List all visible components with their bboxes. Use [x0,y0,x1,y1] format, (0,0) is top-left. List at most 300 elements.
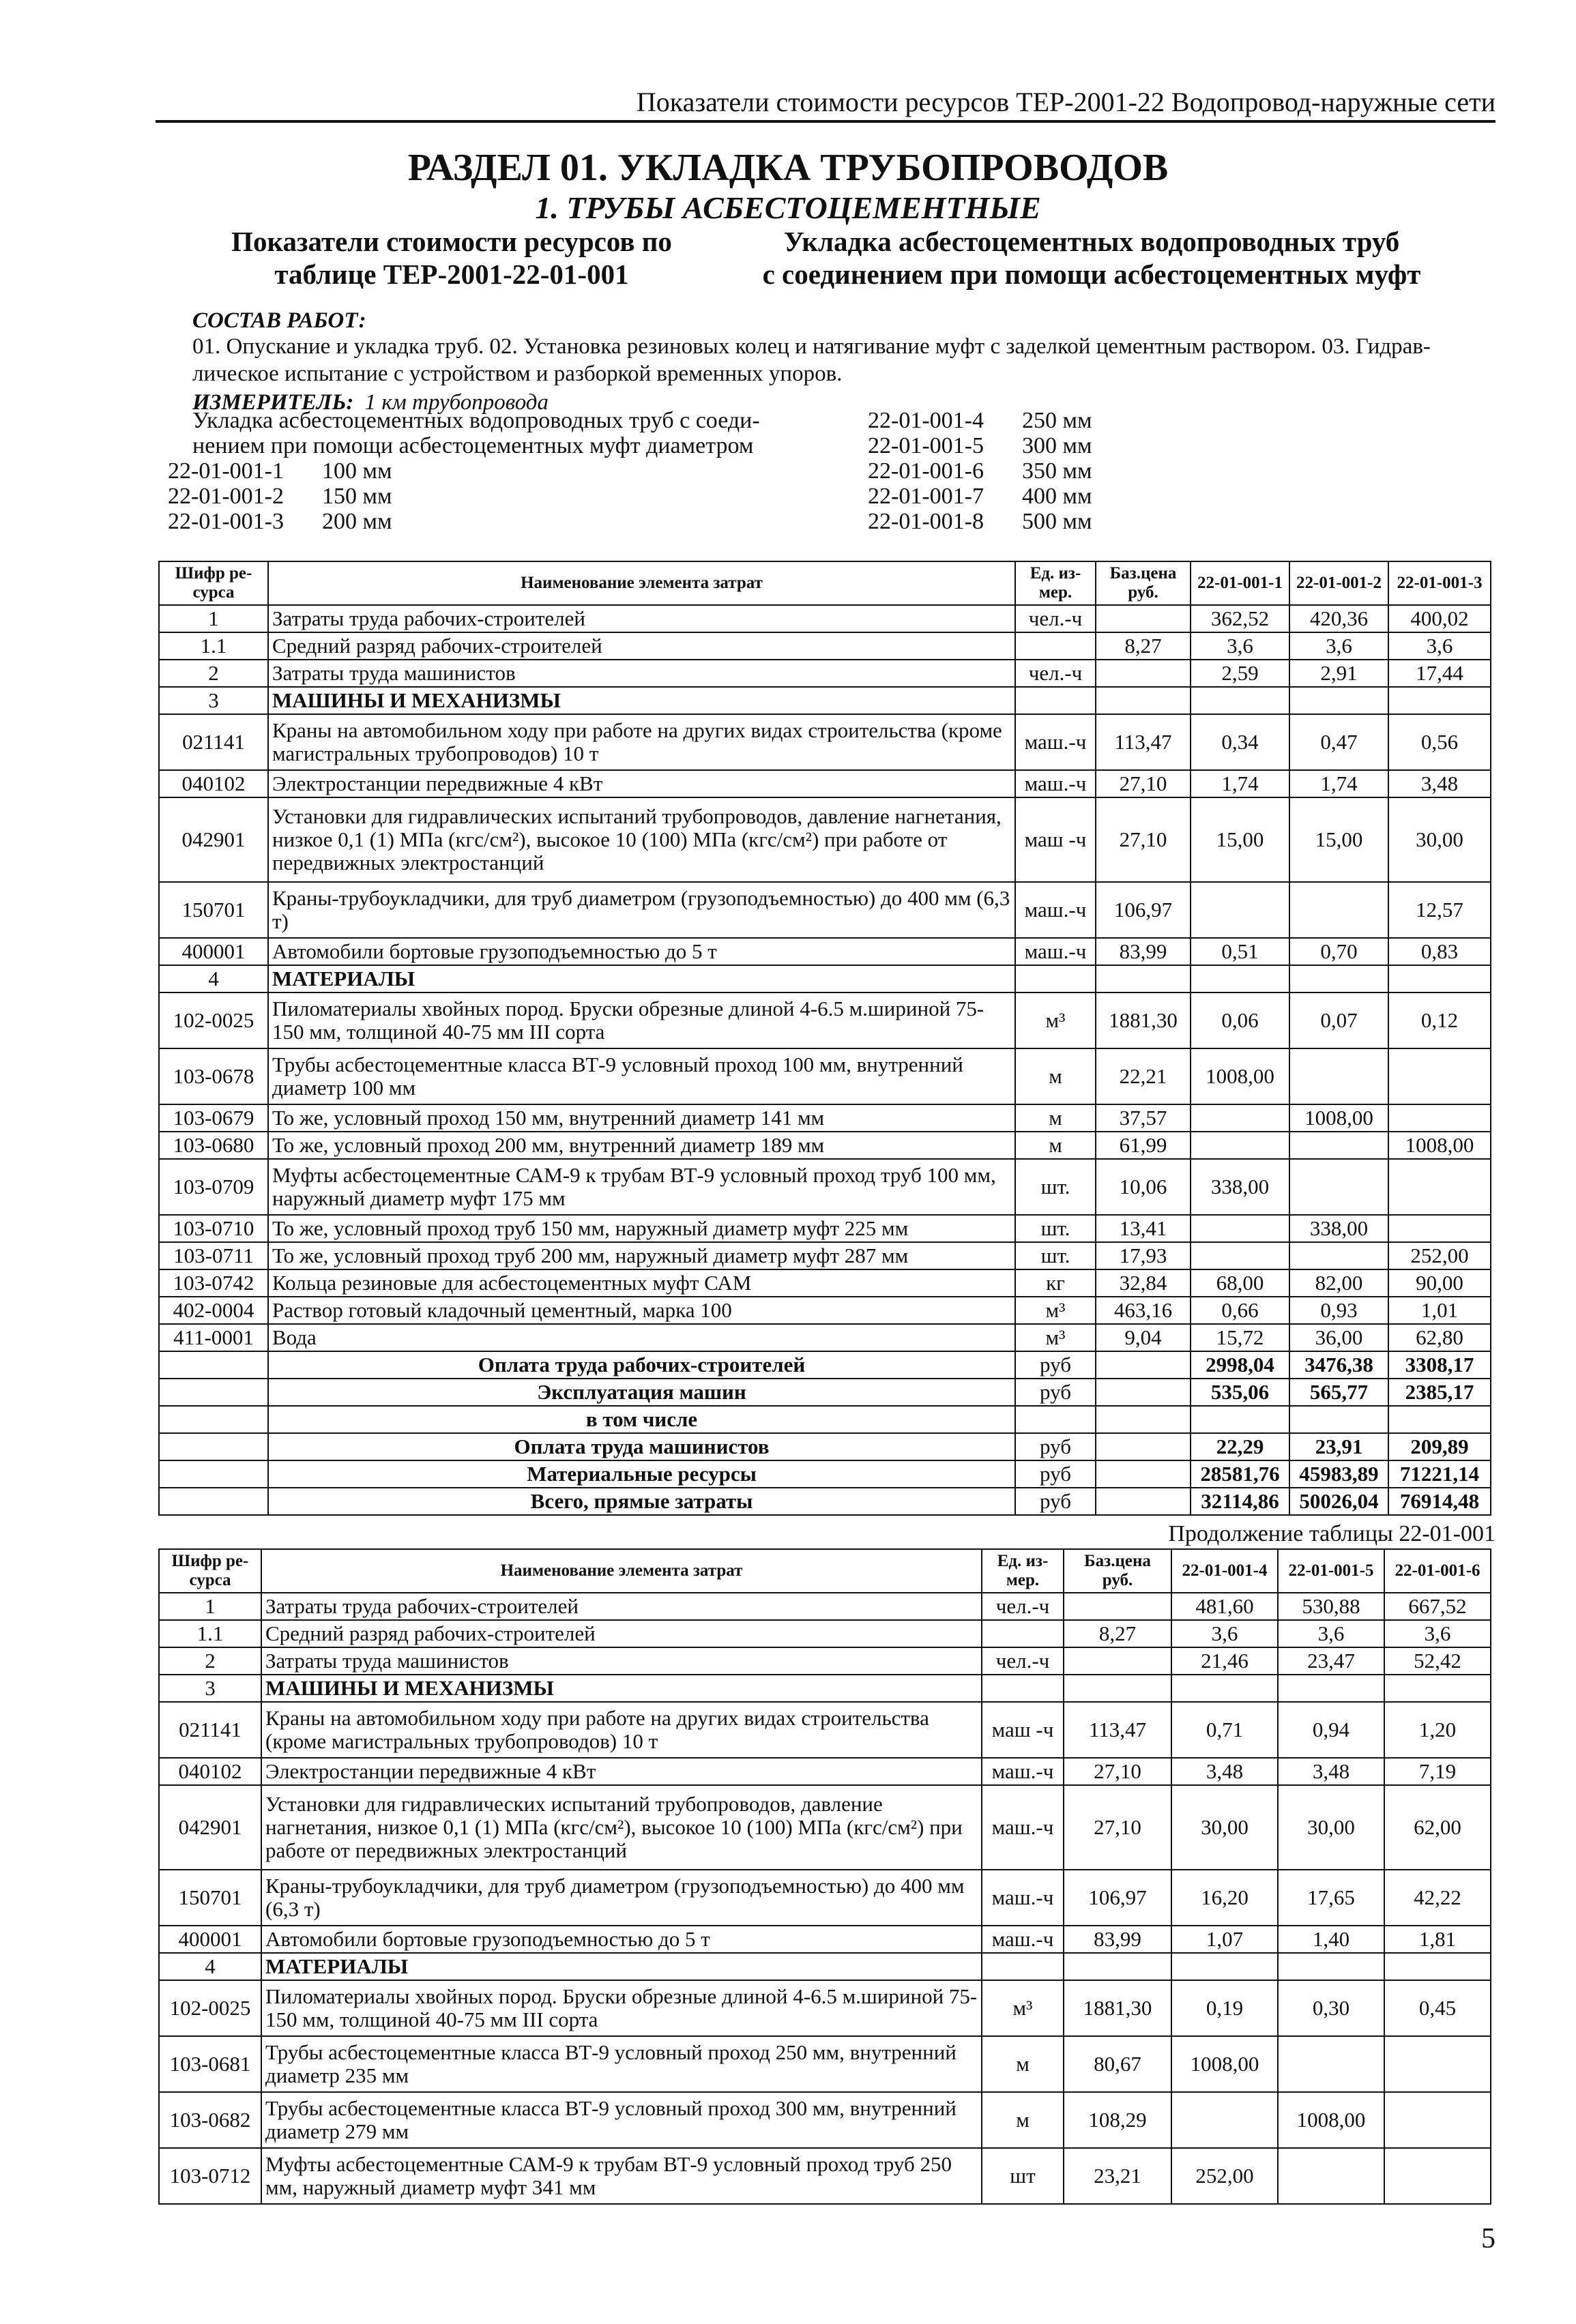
row-code: 102-0025 [159,1980,261,2036]
row-value-2: 338,00 [1289,1215,1388,1242]
total-price [1096,1379,1191,1406]
row-unit: чел.-ч [1015,660,1096,687]
row-unit [982,1953,1064,1980]
table-row [159,1926,1491,1953]
row-value-2: 0,70 [1289,938,1388,965]
row-value-3 [1388,1215,1491,1242]
row-code: 1 [159,605,268,632]
work-title [737,225,1446,291]
row-name: Средний разряд рабочих-строителей [261,1620,982,1647]
row-name: Установки для гидравлических испытаний трубопроводов, давление нагнетания, низкое 0,1 (1) МПа (кгс/см²), высокое 10 (100) МПа (кгс/см²) при работе от передвижных электростанций [268,797,1015,882]
row-value-3: 0,56 [1388,714,1491,770]
row-price: 108,29 [1064,2092,1171,2148]
total-unit: руб [1015,1433,1096,1460]
row-value-2: 15,00 [1289,797,1388,882]
composition-line2: лическое испытание с устройством и разборкой временных упоров. [192,362,843,386]
row-name: Вода [268,1324,1015,1351]
row-price: 17,93 [1096,1242,1191,1269]
section-name: МАШИНЫ И МЕХАНИЗМЫ [268,687,1015,714]
row-price: 113,47 [1096,714,1191,770]
row-value-3 [1388,1104,1491,1132]
table-row [159,1132,1491,1159]
total-unit: руб [1015,1351,1096,1379]
row-name: Муфты асбестоцементные САМ-9 к трубам ВТ-9 условный проход труб 250 мм, наружный диаметр муфт 341 мм [261,2148,982,2204]
row-code: 103-0709 [159,1159,268,1215]
row-code: 103-0712 [159,2148,261,2204]
code-header: Шифр ре-сурса [159,561,268,605]
row-value-2 [1278,2036,1384,2092]
row-price: 8,27 [1064,1620,1171,1647]
total-name: Материальные ресурсы [268,1460,1015,1488]
code-value: 22-01-001-1 [168,458,284,484]
row-unit: маш.-ч [982,1926,1064,1953]
running-head: Показатели стоимости ресурсов ТЕР-2001-22 Водопровод-наружные сети [636,87,1495,117]
row-code: 040102 [159,1758,261,1785]
row-name: Автомобили бортовые грузоподъемностью до 5 т [261,1926,982,1953]
row-value-1 [1191,882,1289,938]
row-value-2: 0,07 [1289,992,1388,1048]
total-value-3: 209,89 [1388,1433,1491,1460]
row-value-3 [1388,1048,1491,1104]
table-row [159,605,1491,632]
table-row [159,714,1491,770]
row-price: 1881,30 [1064,1980,1171,2036]
table-row [159,2148,1491,2204]
row-code: 103-0742 [159,1269,268,1297]
table-row [159,1297,1491,1324]
row-value-2 [1289,1132,1388,1159]
row-price: 61,99 [1096,1132,1191,1159]
codes-right [868,408,1092,534]
row-code: 103-0681 [159,2036,261,2092]
total-name: Всего, прямые затраты [268,1488,1015,1515]
row-unit [1015,632,1096,660]
code-value: 22-01-001-3 [168,509,284,534]
row-value-2: 1,40 [1278,1926,1384,1953]
row-value-2 [1289,882,1388,938]
row-price: 8,27 [1096,632,1191,660]
row-name: Пиломатериалы хвойных пород. Бруски обрезные длиной 4-6.5 м.шириной 75-150 мм, толщиной 40-75 мм III сорта [268,992,1015,1048]
total-price [1096,1406,1191,1433]
row-unit: шт. [1015,1242,1096,1269]
total-value-1: 32114,86 [1191,1488,1289,1515]
row-value-3: 30,00 [1388,797,1491,882]
table-row [159,1953,1491,1980]
row-price [1096,660,1191,687]
row-price [1064,1593,1171,1620]
continuation-caption: Продолжение таблицы 22-01-001 [1168,1521,1495,1546]
header-row [159,561,1491,605]
column-2-header: 22-01-001-5 [1278,1549,1384,1593]
row-code: 102-0025 [159,992,268,1048]
row-price: 106,97 [1064,1870,1171,1926]
row-price: 80,67 [1064,2036,1171,2092]
code-header: Шифр ре-сурса [159,1549,261,1593]
row-value-1: 68,00 [1191,1269,1289,1297]
row-name: Электростанции передвижные 4 кВт [268,770,1015,797]
total-value-1: 28581,76 [1191,1460,1289,1488]
table-row [159,938,1491,965]
row-name: Электростанции передвижные 4 кВт [261,1758,982,1785]
code-value: 22-01-001-8 [868,509,984,534]
row-value-3: 3,6 [1384,1620,1491,1647]
code-row [868,408,1092,433]
row-code: 103-0710 [159,1215,268,1242]
code-value: 22-01-001-2 [168,484,284,509]
row-name: Раствор готовый кладочный цементный, марка 100 [268,1297,1015,1324]
row-name: Средний разряд рабочих-строителей [268,632,1015,660]
row-value-3: 12,57 [1388,882,1491,938]
row-price [1096,965,1191,992]
row-value-2: 36,00 [1289,1324,1388,1351]
row-value-1: 362,52 [1191,605,1289,632]
total-value-3: 76914,48 [1388,1488,1491,1515]
row-value-3: 17,44 [1388,660,1491,687]
header-row [159,1549,1491,1593]
row-value-3: 0,12 [1388,992,1491,1048]
row-value-1 [1171,1675,1278,1702]
total-row [159,1379,1491,1406]
price-header: Баз.цена руб. [1096,561,1191,605]
row-code: 2 [159,1647,261,1675]
row-value-3 [1384,2092,1491,2148]
row-unit: м [1015,1048,1096,1104]
row-value-3 [1384,2148,1491,2204]
row-value-2 [1289,687,1388,714]
row-value-3: 7,19 [1384,1758,1491,1785]
code-value: 22-01-001-6 [868,458,984,484]
code-size: 150 мм [322,484,392,509]
row-unit: м³ [1015,1297,1096,1324]
row-value-1: 0,51 [1191,938,1289,965]
row-value-3: 252,00 [1388,1242,1491,1269]
row-name: То же, условный проход труб 150 мм, наружный диаметр муфт 225 мм [268,1215,1015,1242]
code-size: 400 мм [1022,484,1092,509]
row-value-2: 23,47 [1278,1647,1384,1675]
table-row [159,660,1491,687]
row-value-2: 3,6 [1289,632,1388,660]
table-row [159,992,1491,1048]
total-value-3: 3308,17 [1388,1351,1491,1379]
row-unit: шт. [1015,1215,1096,1242]
composition-line1: 01. Опускание и укладка труб. 02. Установка резиновых колец и натягивание муфт с заделкой цементным раствором. 03. Гидрав- [192,334,1431,359]
price-header: Баз.цена руб. [1064,1549,1171,1593]
total-row [159,1433,1491,1460]
row-name: Автомобили бортовые грузоподъемностью до 5 т [268,938,1015,965]
row-value-3: 90,00 [1388,1269,1491,1297]
row-name: Пиломатериалы хвойных пород. Бруски обрезные длиной 4-6.5 м.шириной 75-150 мм, толщиной 40-75 мм III сорта [261,1980,982,2036]
description-line1: Укладка асбестоцементных водопроводных труб с соеди- [192,408,760,433]
row-code: 021141 [159,714,268,770]
row-unit: м [982,2036,1064,2092]
row-price: 463,16 [1096,1297,1191,1324]
code-size: 350 мм [1022,458,1092,484]
total-value-2: 23,91 [1289,1433,1388,1460]
row-value-1: 15,72 [1191,1324,1289,1351]
row-price: 1881,30 [1096,992,1191,1048]
table-row [159,1593,1491,1620]
row-value-2: 2,91 [1289,660,1388,687]
row-value-1: 0,19 [1171,1980,1278,2036]
total-code [159,1406,268,1433]
table-row [159,1675,1491,1702]
total-value-1: 2998,04 [1191,1351,1289,1379]
row-value-2 [1289,965,1388,992]
row-value-3 [1388,965,1491,992]
row-unit: маш -ч [1015,797,1096,882]
row-value-1: 3,6 [1171,1620,1278,1647]
row-value-3: 3,48 [1388,770,1491,797]
row-unit: маш.-ч [1015,770,1096,797]
work-title-line2: с соединением при помощи асбестоцементных муфт [762,259,1421,290]
row-code: 103-0682 [159,2092,261,2148]
total-row [159,1488,1491,1515]
total-unit [1015,1406,1096,1433]
code-row [868,433,1092,458]
row-value-3 [1384,2036,1491,2092]
table-row [159,1215,1491,1242]
row-code: 4 [159,1953,261,1980]
row-code: 1.1 [159,632,268,660]
table-row [159,1104,1491,1132]
table-row [159,1159,1491,1215]
row-price: 10,06 [1096,1159,1191,1215]
row-value-1 [1191,687,1289,714]
description [192,408,760,458]
table-reference [179,225,725,291]
code-row [168,484,392,509]
row-value-3: 62,00 [1384,1785,1491,1870]
row-unit: м [982,2092,1064,2148]
row-value-2: 0,30 [1278,1980,1384,2036]
row-code: 103-0711 [159,1242,268,1269]
row-unit: маш.-ч [982,1870,1064,1926]
row-price: 22,21 [1096,1048,1191,1104]
row-name: То же, условный проход труб 200 мм, наружный диаметр муфт 287 мм [268,1242,1015,1269]
total-value-3: 71221,14 [1388,1460,1491,1488]
column-2-header: 22-01-001-2 [1289,561,1388,605]
row-price [1064,1647,1171,1675]
unit-header: Ед. из-мер. [982,1549,1064,1593]
row-code: 021141 [159,1702,261,1758]
row-value-1: 1,07 [1171,1926,1278,1953]
row-unit: маш.-ч [1015,714,1096,770]
total-value-1: 535,06 [1191,1379,1289,1406]
table-row [159,1647,1491,1675]
row-price [1096,605,1191,632]
table-row [159,1620,1491,1647]
row-price [1064,1675,1171,1702]
row-value-3: 1,81 [1384,1926,1491,1953]
total-value-2: 565,77 [1289,1379,1388,1406]
row-value-3 [1384,1953,1491,1980]
table-reference-line2: таблице ТЕР-2001-22-01-001 [274,259,629,290]
section-name: МАТЕРИАЛЫ [268,965,1015,992]
row-code: 402-0004 [159,1297,268,1324]
table-row [159,687,1491,714]
row-name: Трубы асбестоцементные класса ВТ-9 условный проход 300 мм, внутренний диаметр 279 мм [261,2092,982,2148]
table-row [159,1785,1491,1870]
page-number: 5 [1481,2223,1495,2254]
row-value-2: 420,36 [1289,605,1388,632]
row-price: 27,10 [1096,797,1191,882]
total-code [159,1379,268,1406]
total-value-2: 45983,89 [1289,1460,1388,1488]
row-value-2: 0,94 [1278,1702,1384,1758]
row-value-1 [1171,1953,1278,1980]
table-row [159,797,1491,882]
row-value-3: 400,02 [1388,605,1491,632]
row-price: 13,41 [1096,1215,1191,1242]
total-value-2: 3476,38 [1289,1351,1388,1379]
row-value-3: 0,83 [1388,938,1491,965]
row-code: 150701 [159,882,268,938]
row-value-2 [1289,1159,1388,1215]
row-value-2: 0,47 [1289,714,1388,770]
table-reference-line1: Показатели стоимости ресурсов по [231,226,672,257]
table-row [159,1242,1491,1269]
table-row [159,1324,1491,1351]
section-name: МАШИНЫ И МЕХАНИЗМЫ [261,1675,982,1702]
row-name: Трубы асбестоцементные класса ВТ-9 условный проход 100 мм, внутренний диаметр 100 мм [268,1048,1015,1104]
composition-label: СОСТАВ РАБОТ: [192,308,366,333]
total-code [159,1433,268,1460]
row-value-1 [1171,2092,1278,2148]
total-value-1: 22,29 [1191,1433,1289,1460]
row-value-3 [1388,687,1491,714]
row-unit: чел.-ч [982,1593,1064,1620]
row-price: 9,04 [1096,1324,1191,1351]
row-value-3: 62,80 [1388,1324,1491,1351]
subsection-title: 1. ТРУБЫ АСБЕСТОЦЕМЕНТНЫЕ [535,190,1041,225]
row-price: 27,10 [1064,1758,1171,1785]
row-unit: м [1015,1104,1096,1132]
row-price: 23,21 [1064,2148,1171,2204]
total-value-3 [1388,1406,1491,1433]
row-price [1064,1953,1171,1980]
table-row [159,2036,1491,2092]
table-row [159,1870,1491,1926]
row-value-1: 15,00 [1191,797,1289,882]
row-unit: шт [982,2148,1064,2204]
row-value-2: 1008,00 [1278,2092,1384,2148]
composition-text [192,333,1431,387]
total-price [1096,1351,1191,1379]
row-unit [982,1620,1064,1647]
section-name: МАТЕРИАЛЫ [261,1953,982,1980]
code-row [868,509,1092,534]
row-unit: маш.-ч [1015,938,1096,965]
row-value-2: 17,65 [1278,1870,1384,1926]
row-unit: маш.-ч [982,1785,1064,1870]
row-name: Муфты асбестоцементные САМ-9 к трубам ВТ-9 условный проход труб 100 мм, наружный диаметр муфт 175 мм [268,1159,1015,1215]
row-name: Установки для гидравлических испытаний трубопроводов, давление нагнетания, низкое 0,1 (1) МПа (кгс/см²), высокое 10 (100) МПа (кгс/см²) при работе от передвижных электростанций [261,1785,982,1870]
row-code: 042901 [159,797,268,882]
row-code: 3 [159,687,268,714]
row-price: 27,10 [1096,770,1191,797]
row-name: Кольца резиновые для асбестоцементных муфт САМ [268,1269,1015,1297]
total-unit: руб [1015,1488,1096,1515]
row-value-1: 1,74 [1191,770,1289,797]
row-name: Затраты труда машинистов [261,1647,982,1675]
row-name: Краны-трубоукладчики, для труб диаметром (грузоподъемностью) до 400 мм (6,3 т) [261,1870,982,1926]
row-value-2: 1008,00 [1289,1104,1388,1132]
row-value-3 [1384,1675,1491,1702]
row-code: 400001 [159,1926,261,1953]
code-row [868,484,1092,509]
total-name: в том числе [268,1406,1015,1433]
row-value-2 [1289,1048,1388,1104]
row-value-2: 3,6 [1278,1620,1384,1647]
row-value-1 [1191,1215,1289,1242]
meter-value: 1 км трубопровода [364,390,549,415]
row-value-3: 1,20 [1384,1702,1491,1758]
code-size: 250 мм [1022,408,1092,433]
row-value-1: 16,20 [1171,1870,1278,1926]
code-size: 200 мм [322,509,392,534]
row-code: 2 [159,660,268,687]
row-value-2: 82,00 [1289,1269,1388,1297]
total-price [1096,1460,1191,1488]
row-name: Затраты труда машинистов [268,660,1015,687]
row-price: 83,99 [1064,1926,1171,1953]
row-name: То же, условный проход 150 мм, внутренний диаметр 141 мм [268,1104,1015,1132]
row-value-2: 0,93 [1289,1297,1388,1324]
row-unit: м³ [1015,992,1096,1048]
work-title-line1: Укладка асбестоцементных водопроводных труб [783,226,1400,257]
row-name: Краны на автомобильном ходу при работе на других видах строительства (кроме магистральных трубопроводов) 10 т [261,1702,982,1758]
total-row [159,1406,1491,1433]
name-header: Наименование элемента затрат [261,1549,982,1593]
code-value: 22-01-001-5 [868,433,984,458]
column-1-header: 22-01-001-4 [1171,1549,1278,1593]
total-name: Оплата труда рабочих-строителей [268,1351,1015,1379]
row-code: 3 [159,1675,261,1702]
row-value-1: 0,06 [1191,992,1289,1048]
row-unit: м³ [1015,1324,1096,1351]
total-code [159,1460,268,1488]
row-value-1: 2,59 [1191,660,1289,687]
row-value-1: 481,60 [1171,1593,1278,1620]
code-row [168,458,392,484]
row-value-3: 42,22 [1384,1870,1491,1926]
row-price: 27,10 [1064,1785,1171,1870]
row-value-1 [1191,1132,1289,1159]
row-unit: м³ [982,1980,1064,2036]
row-name: То же, условный проход 200 мм, внутренний диаметр 189 мм [268,1132,1015,1159]
table-row [159,1269,1491,1297]
column-3-header: 22-01-001-6 [1384,1549,1491,1593]
row-code: 150701 [159,1870,261,1926]
row-value-3: 0,45 [1384,1980,1491,2036]
code-size: 100 мм [322,458,392,484]
row-value-2: 1,74 [1289,770,1388,797]
row-name: Затраты труда рабочих-строителей [261,1593,982,1620]
header-rule [156,120,1495,123]
row-value-1: 3,48 [1171,1758,1278,1785]
row-value-3: 3,6 [1388,632,1491,660]
row-value-1: 1008,00 [1171,2036,1278,2092]
column-3-header: 22-01-001-3 [1388,561,1491,605]
name-header: Наименование элемента затрат [268,561,1015,605]
row-value-1 [1191,1242,1289,1269]
row-value-1 [1191,965,1289,992]
row-price: 106,97 [1096,882,1191,938]
row-code: 042901 [159,1785,261,1870]
table-row [159,882,1491,938]
row-value-2: 3,48 [1278,1758,1384,1785]
row-value-2 [1278,1675,1384,1702]
